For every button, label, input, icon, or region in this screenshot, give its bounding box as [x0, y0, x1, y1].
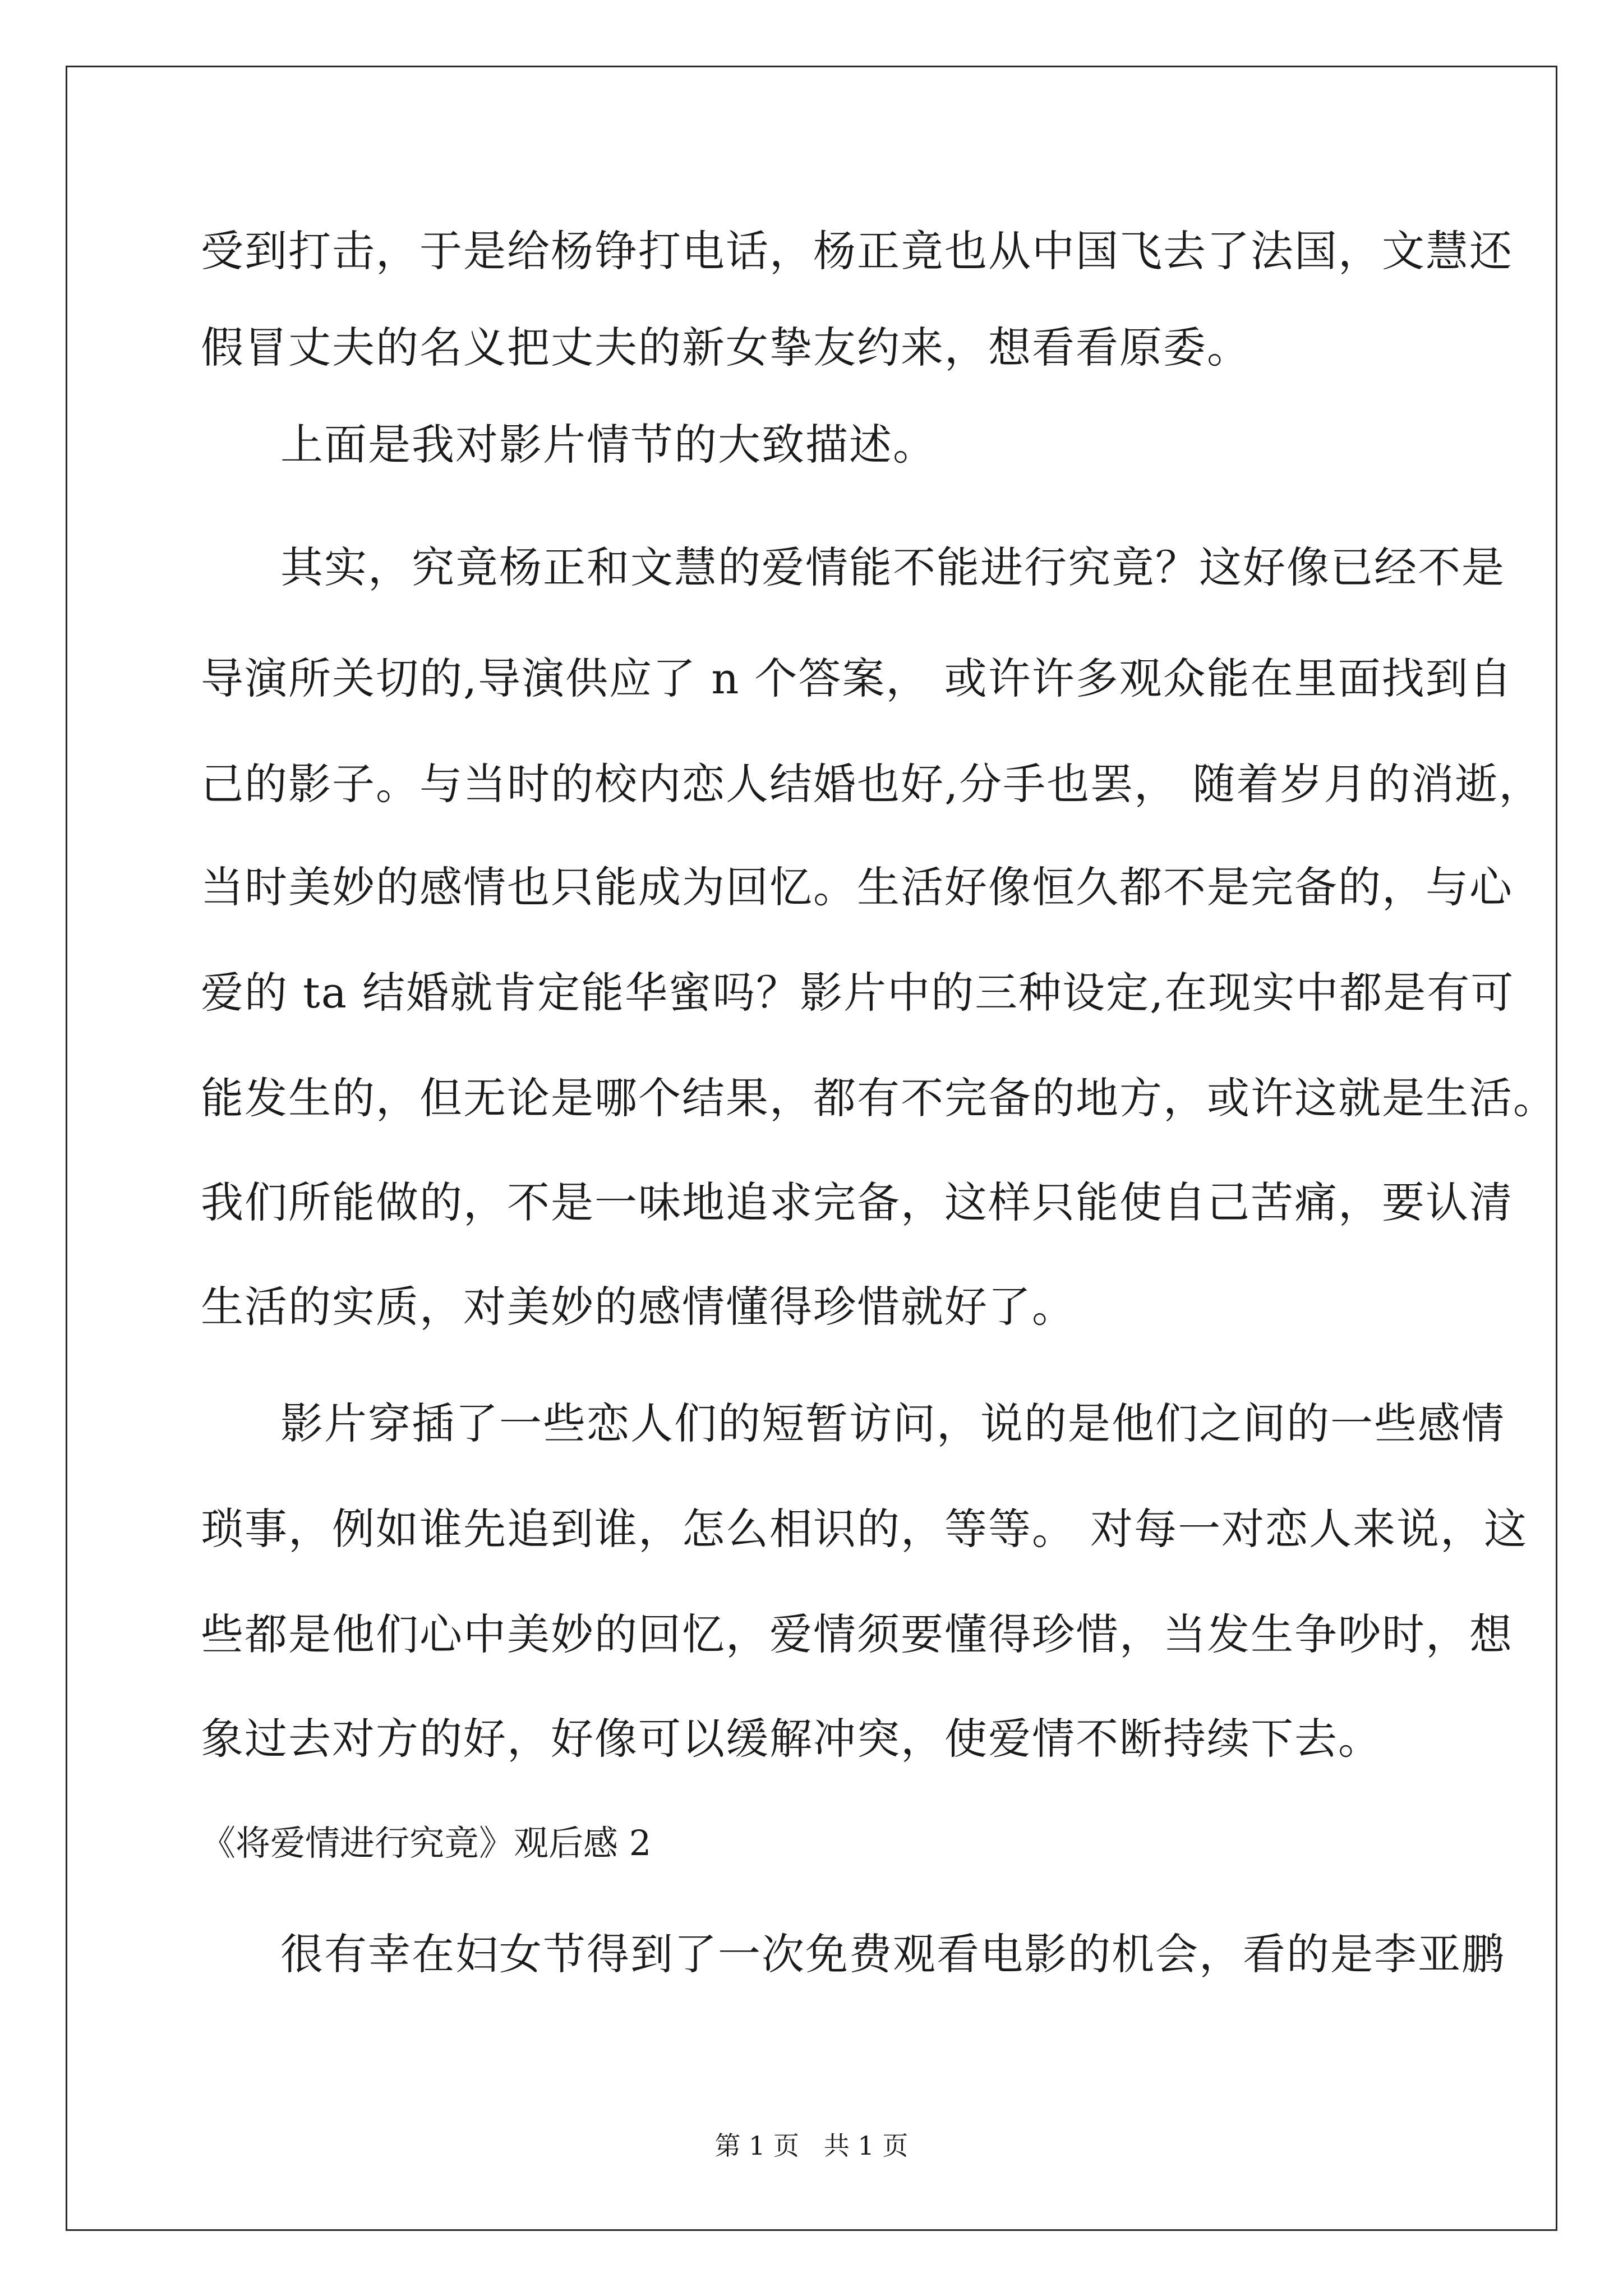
paragraph-line: 爱的 ta 结婚就肯定能华蜜吗？影片中的三种设定,在现实中都是有可: [201, 968, 1515, 1018]
page-border: [66, 66, 1557, 2231]
paragraph-line: 很有幸在妇女节得到了一次免费观看电影的机会，看的是李亚鹏: [280, 1929, 1505, 1979]
paragraph-line: 上面是我对影片情节的大致描述。: [280, 420, 937, 470]
section-heading: 《将爱情进行究竟》观后感 2: [201, 1823, 652, 1864]
paragraph-line: 受到打击，于是给杨铮打电话，杨正竟也从中国飞去了法国，文慧还: [201, 226, 1513, 276]
paragraph-line: 其实，究竟杨正和文慧的爱情能不能进行究竟？这好像已经不是: [280, 542, 1505, 592]
paragraph-line: 当时美妙的感情也只能成为回忆。生活好像恒久都不是完备的，与心: [201, 862, 1513, 912]
paragraph-line: 生活的实质，对美妙的感情懂得珍惜就好了。: [201, 1282, 1076, 1332]
paragraph-line: 影片穿插了一些恋人们的短暂访问，说的是他们之间的一些感情: [280, 1398, 1505, 1448]
paragraph-line: 导演所关切的,导演供应了 n 个答案， 或许许多观众能在里面找到自: [201, 654, 1513, 703]
paragraph-line: 己的影子。与当时的校内恋人结婚也好,分手也罢， 随着岁月的消逝，: [201, 759, 1543, 809]
paragraph-line: 能发生的，但无论是哪个结果，都有不完备的地方，或许这就是生活。: [201, 1073, 1557, 1123]
paragraph-line: 琐事，例如谁先追到谁，怎么相识的，等等。 对每一对恋人来说，这: [201, 1504, 1528, 1554]
paragraph-line: 假冒丈夫的名义把丈夫的新女挚友约来，想看看原委。: [201, 323, 1251, 372]
page-footer: 第 1 页 共 1 页: [714, 2131, 909, 2161]
paragraph-line: 象过去对方的好，好像可以缓解冲突，使爱情不断持续下去。: [201, 1714, 1382, 1764]
paragraph-line: 些都是他们心中美妙的回忆，爱情须要懂得珍惜，当发生争吵时，想: [201, 1609, 1513, 1659]
paragraph-line: 我们所能做的，不是一味地追求完备，这样只能使自己苦痛，要认清: [201, 1177, 1513, 1227]
